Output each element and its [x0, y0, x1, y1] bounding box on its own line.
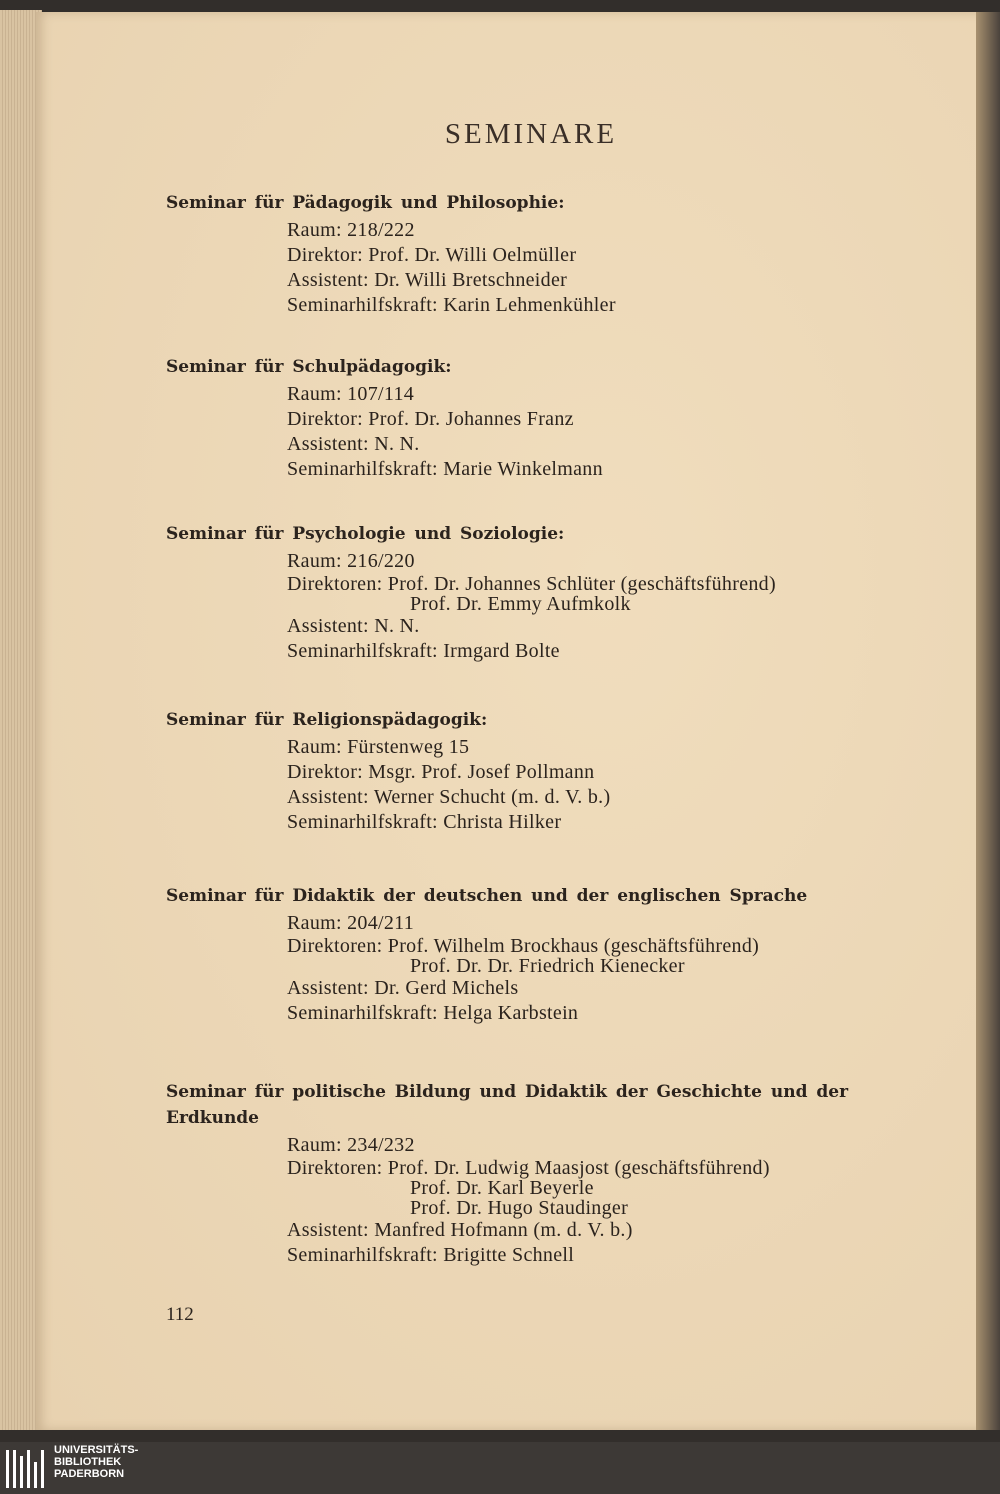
assistant-line: Assistent: Dr. Gerd Michels — [287, 977, 519, 999]
seminar-section — [166, 521, 901, 664]
seminar-section — [166, 883, 901, 1026]
seminar-heading: Seminar für Psychologie und Soziologie: — [166, 524, 565, 544]
logo-line: PADERBORN — [54, 1468, 125, 1480]
room-line: Raum: 216/220 — [287, 550, 415, 572]
seminar-heading: Seminar für Religionspädagogik: — [166, 710, 488, 730]
assistant-line: Assistent: Manfred Hofmann (m. d. V. b.) — [287, 1219, 633, 1241]
assistant-staff-line: Seminarhilfskraft: Karin Lehmenkühler — [287, 294, 616, 316]
director-line: Direktor: Msgr. Prof. Josef Pollmann — [287, 761, 595, 783]
director-continuation-line: Prof. Dr. Karl Beyerle — [410, 1177, 594, 1199]
seminar-heading: Seminar für politische Bildung und Didaktik der Geschichte und der Erdkunde — [166, 1082, 849, 1128]
page-gutter-shadow — [976, 12, 1000, 1430]
assistant-staff-line: Seminarhilfskraft: Irmgard Bolte — [287, 640, 560, 662]
director-continuation-line: Prof. Dr. Dr. Friedrich Kienecker — [410, 955, 685, 977]
assistant-line: Assistent: N. N. — [287, 433, 420, 455]
director-continuation-line: Prof. Dr. Hugo Staudinger — [410, 1197, 629, 1219]
director-line: Direktoren: Prof. Wilhelm Brockhaus (geschäftsführend) — [287, 935, 760, 957]
logo-line: UNIVERSITÄTS- — [54, 1444, 139, 1456]
assistant-staff-line: Seminarhilfskraft: Helga Karbstein — [287, 1002, 579, 1024]
library-logo-text — [54, 1444, 138, 1480]
assistant-line: Assistent: Werner Schucht (m. d. V. b.) — [287, 786, 611, 808]
director-line: Direktoren: Prof. Dr. Johannes Schlüter (geschäftsführend) — [287, 573, 776, 595]
seminar-heading: Seminar für Didaktik der deutschen und der englischen Sprache — [166, 886, 808, 906]
director-line: Direktor: Prof. Dr. Johannes Franz — [287, 408, 574, 430]
seminar-section — [166, 707, 901, 835]
assistant-line: Assistent: N. N. — [287, 615, 420, 637]
room-line: Raum: Fürstenweg 15 — [287, 736, 470, 758]
library-footer — [0, 1442, 1000, 1494]
seminar-heading: Seminar für Pädagogik und Philosophie: — [166, 193, 565, 213]
assistant-staff-line: Seminarhilfskraft: Brigitte Schnell — [287, 1244, 575, 1266]
assistant-staff-line: Seminarhilfskraft: Christa Hilker — [287, 811, 562, 833]
seminar-section — [166, 1079, 901, 1268]
page-number: 112 — [166, 1304, 194, 1325]
seminar-section — [166, 190, 901, 318]
room-line: Raum: 234/232 — [287, 1134, 415, 1156]
logo-line: BIBLIOTHEK — [54, 1456, 122, 1468]
room-line: Raum: 204/211 — [287, 912, 415, 934]
assistant-line: Assistent: Dr. Willi Bretschneider — [287, 269, 568, 291]
director-continuation-line: Prof. Dr. Emmy Aufmkolk — [410, 593, 631, 615]
seminar-section — [166, 354, 901, 482]
assistant-staff-line: Seminarhilfskraft: Marie Winkelmann — [287, 458, 603, 480]
room-line: Raum: 218/222 — [287, 219, 415, 241]
library-barcode-icon — [4, 1448, 48, 1490]
seminar-heading: Seminar für Schulpädagogik: — [166, 357, 452, 377]
director-line: Direktoren: Prof. Dr. Ludwig Maasjost (geschäftsführend) — [287, 1157, 770, 1179]
page-title: SEMINARE — [444, 118, 618, 150]
room-line: Raum: 107/114 — [287, 383, 415, 405]
director-line: Direktor: Prof. Dr. Willi Oelmüller — [287, 244, 577, 266]
